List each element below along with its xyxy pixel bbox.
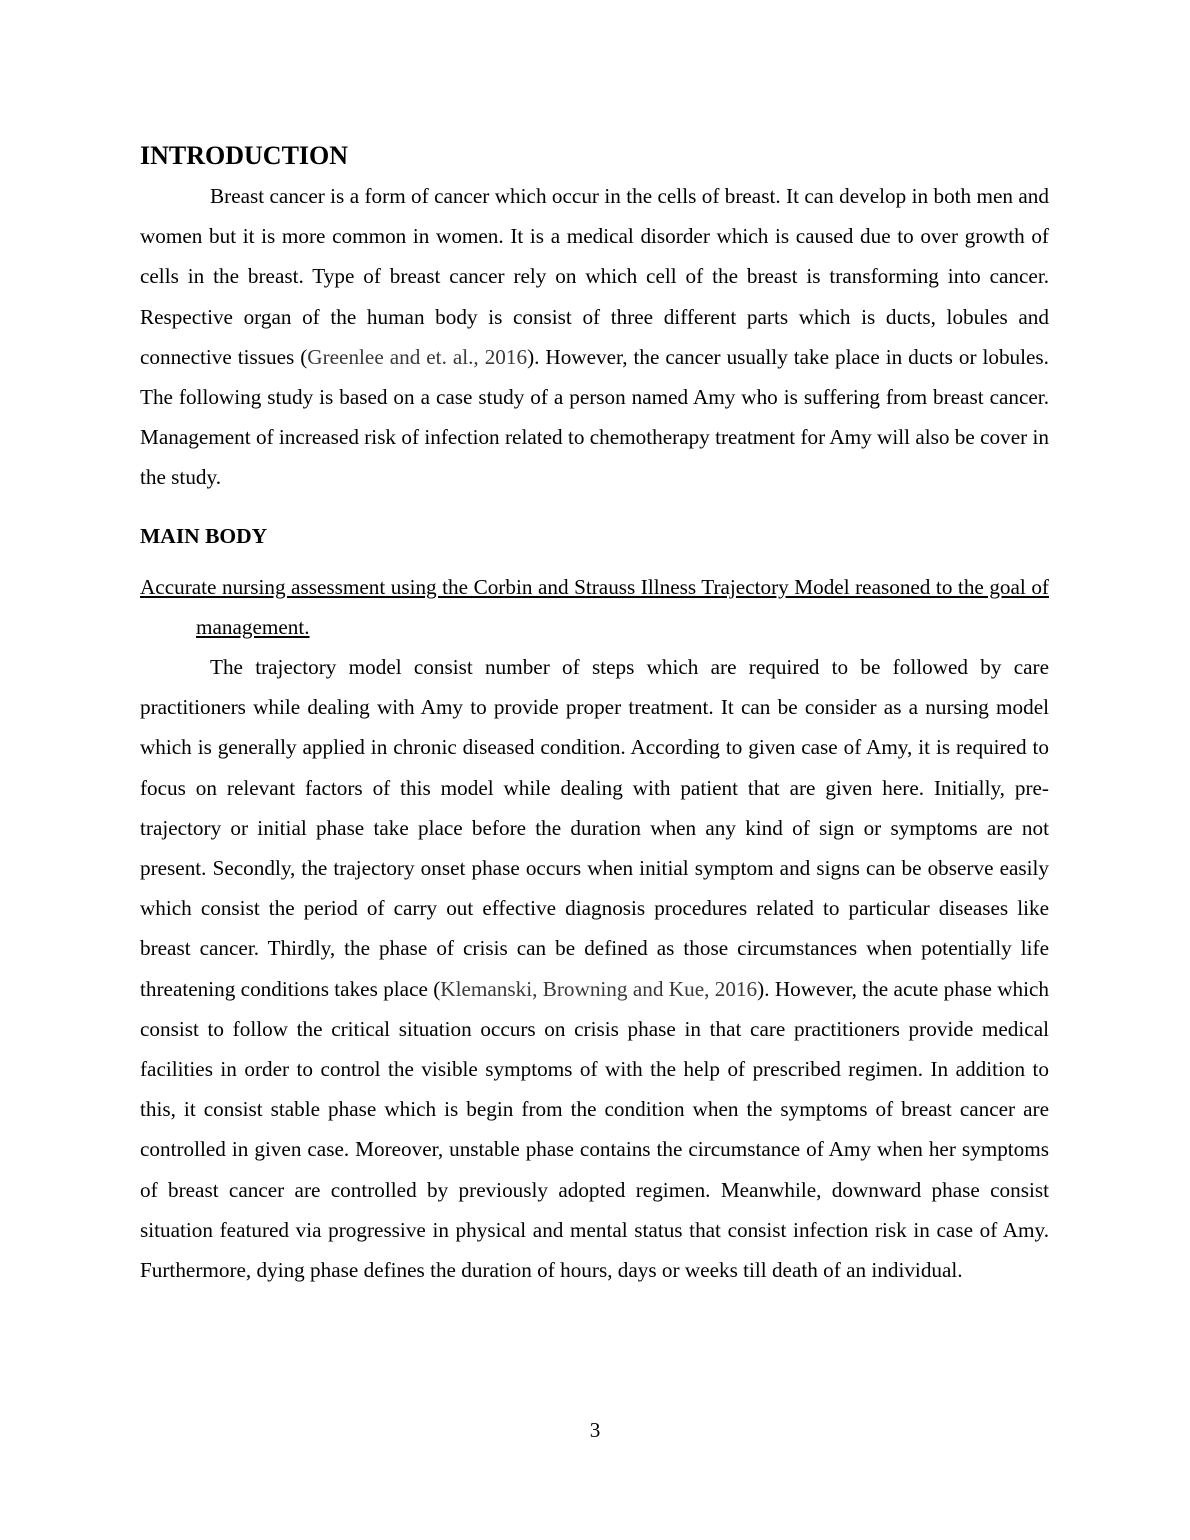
trajectory-text-part-2: ). However, the acute phase which consist to follow the critical situation occurs on crisis phase in that care practitioners provide medical facilities in order to control the visible symptoms of with the help of prescribed regimen. In addition to this, it consist stable phase which is begin from the condition when the symptoms of breast cancer are controlled in given case. Moreover, unstable phase contains the circumstance of Amy when her symptoms of breast cancer are controlled by previously adopted regimen. Meanwhile, downward phase consist situation featured via progressive in physical and mental status that consist infection risk in case of Amy. Furthermore, dying phase defines the duration of hours, days or weeks till death of an individual. [140, 976, 1049, 1283]
trajectory-text-part-1: The trajectory model consist number of steps which are required to be followed by care practitioners while dealing with Amy to provide proper treatment. It can be consider as a nursing model which is generally applied in chronic diseased condition. According to given case of Amy, it is required to focus on relevant factors of this model while dealing with patient that are given here. Initially, pre-trajectory or initial phase take place before the duration when any kind of sign or symptoms are not present. Secondly, the trajectory onset phase occurs when initial symptom and signs can be observe easily which consist the period of carry out effective diagnosis procedures related to particular diseases like breast cancer. Thirdly, the phase of crisis can be defined as those circumstances when potentially life threatening conditions takes place ( [140, 655, 1049, 1001]
page-number: 3 [589, 1418, 601, 1442]
trajectory-model-subheading: Accurate nursing assessment using the Corbin and Strauss Illness Trajectory Model reasoned to the goal of management. [140, 574, 1049, 639]
page-content [140, 136, 1049, 1290]
main-body-heading: MAIN BODY [140, 523, 268, 548]
introduction-citation: Greenlee and et. al., 2016 [307, 344, 528, 369]
trajectory-model-paragraph [140, 647, 1049, 1290]
introduction-paragraph [140, 176, 1049, 498]
introduction-text-part-2: ). However, the cancer usually take place in ducts or lobules. The following study is based on a case study of a person named Amy who is suffering from breast cancer. Management of increased risk of infection related to chemotherapy treatment for Amy will also be cover in the study. [140, 344, 1049, 490]
introduction-text-part-1: Breast cancer is a form of cancer which occur in the cells of breast. It can develop in both men and women but it is more common in women. It is a medical disorder which is caused due to over growth of cells in the breast. Type of breast cancer rely on which cell of the breast is transforming into cancer. Respective organ of the human body is consist of three different parts which is ducts, lobules and connective tissues ( [140, 184, 1049, 369]
trajectory-citation: Klemanski, Browning and Kue, 2016 [440, 976, 758, 1001]
introduction-heading: INTRODUCTION [140, 141, 349, 170]
